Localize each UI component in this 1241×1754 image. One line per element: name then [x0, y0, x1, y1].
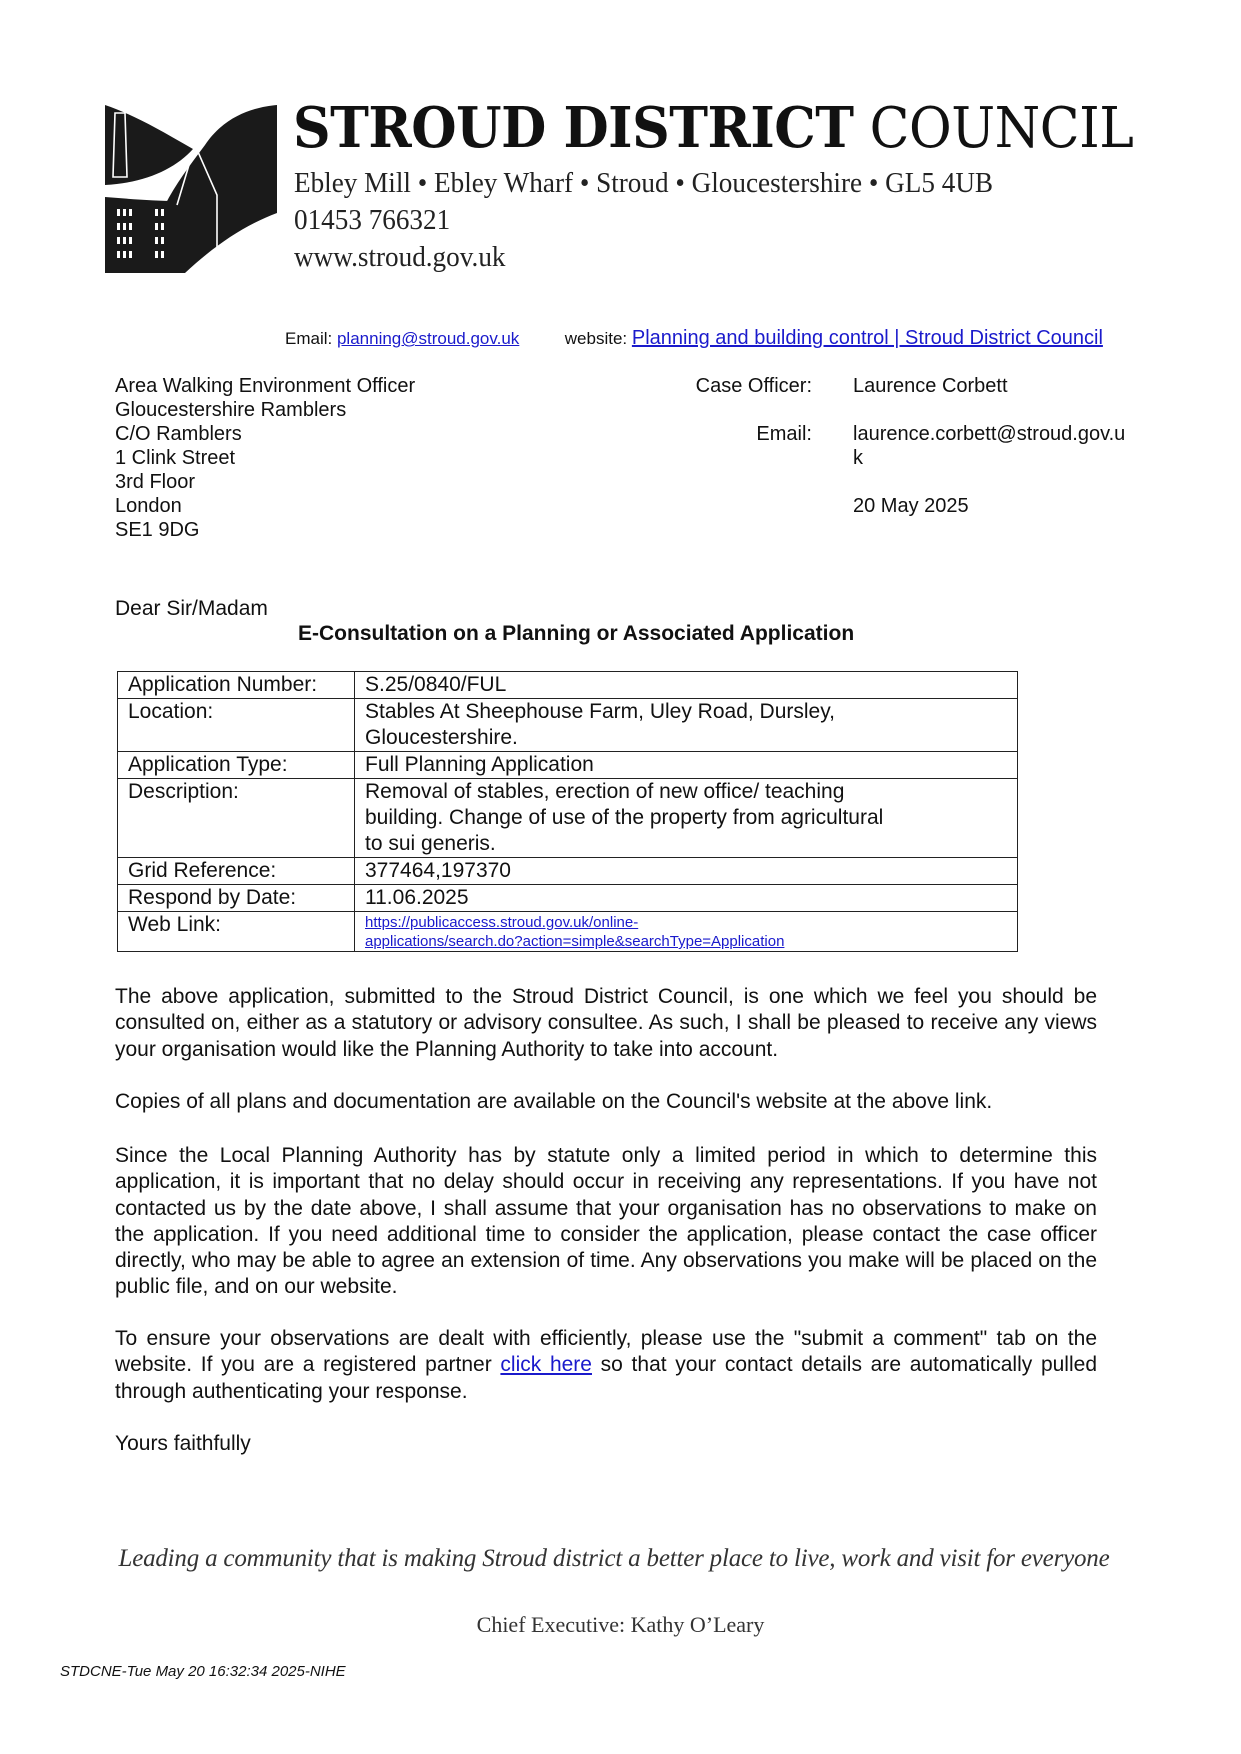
- recipient-line: Gloucestershire Ramblers: [115, 399, 347, 421]
- table-row: [118, 912, 1018, 952]
- body-paragraph-3: Since the Local Planning Authority has by statute only a limited period in which to determine this application, it is important that no delay should occur in receiving any representations. If you have not contacted us by the date above, I shall assume that your organisation has no observations to make on the application. If you need additional time to consider the application, please contact the case officer directly, who may be able to agree an extension of time. Any observations you make will be placed on the public file, and on our website.: [115, 1144, 1097, 1299]
- location-value: [355, 699, 1018, 752]
- respond-by-date: 11.06.2025: [355, 885, 1018, 912]
- row-label: Location:: [118, 699, 355, 752]
- recipient-line: 1 Clink Street: [115, 447, 236, 469]
- table-row: [118, 779, 1018, 858]
- chief-executive: Chief Executive: Kathy O’Leary: [476, 1612, 765, 1637]
- salutation: Dear Sir/Madam: [115, 597, 268, 620]
- org-phone: 01453 766321: [294, 205, 451, 236]
- letter-date: 20 May 2025: [853, 495, 969, 517]
- row-label: Application Number:: [118, 672, 355, 699]
- row-label: Description:: [118, 779, 355, 858]
- planning-email-link[interactable]: planning@stroud.gov.uk: [336, 329, 520, 348]
- row-label: Respond by Date:: [118, 885, 355, 912]
- table-row: [118, 752, 1018, 779]
- location-text: Stables At Sheephouse Farm, Uley Road, Dursley, Gloucestershire.: [365, 700, 836, 749]
- org-website: www.stroud.gov.uk: [294, 242, 506, 273]
- case-email-value-line1: laurence.corbett@stroud.gov.u: [853, 423, 1126, 445]
- web-link-cell: [355, 912, 1018, 952]
- click-here-link[interactable]: click here: [500, 1353, 592, 1377]
- org-name-light: COUNCIL: [869, 96, 1134, 161]
- contact-row: [285, 327, 1103, 350]
- grid-reference: 377464,197370: [355, 858, 1018, 885]
- case-email-label: Email:: [756, 423, 812, 445]
- email-label: Email:: [285, 329, 333, 348]
- application-details-table: [117, 671, 1018, 952]
- page-title: E-Consultation on a Planning or Associated Application: [298, 622, 855, 645]
- org-address: Ebley Mill • Ebley Wharf • Stroud • Gloucestershire • GL5 4UB: [294, 168, 994, 199]
- footer-tagline: Leading a community that is making Stroud district a better place to live, work and visit for everyone: [118, 1545, 1110, 1572]
- recipient-line: C/O Ramblers: [115, 423, 242, 445]
- row-label: Application Type:: [118, 752, 355, 779]
- table-row: [118, 699, 1018, 752]
- description-value: [355, 779, 1018, 858]
- recipient-line: Area Walking Environment Officer: [115, 375, 416, 397]
- recipient-line: London: [115, 495, 182, 517]
- body-paragraph-1: The above application, submitted to the Stroud District Council, is one which we feel you should be consulted on, either as a statutory or advisory consultee. As such, I shall be pleased to receive any views your organisation would like the Planning Authority to take into account.: [115, 985, 1097, 1061]
- recipient-line: SE1 9DG: [115, 519, 200, 541]
- org-name: [293, 96, 1133, 161]
- website-link[interactable]: Planning and building control | Stroud District Council: [631, 327, 1103, 349]
- web-link-line1[interactable]: https://publicaccess.stroud.gov.uk/online-: [365, 914, 639, 931]
- p4-text-before: To ensure your observations are dealt with efficiently, please use the "submit a comment" tab on the website. If you are a registered partner: [115, 1327, 1097, 1377]
- body-paragraph-2: Copies of all plans and documentation are available on the Council's website at the above link.: [115, 1090, 993, 1113]
- body-paragraph-4: [115, 1326, 1097, 1405]
- row-label: Grid Reference:: [118, 858, 355, 885]
- website-label: website:: [564, 329, 628, 348]
- table-row: [118, 885, 1018, 912]
- p4-text-after: so that your contact details are automatically pulled through authenticating your response.: [115, 1353, 1097, 1403]
- case-officer-value: Laurence Corbett: [853, 375, 1008, 397]
- row-label: Web Link:: [118, 912, 355, 952]
- case-email-value-line2: k: [853, 447, 863, 469]
- table-row: [118, 672, 1018, 699]
- web-link-line2[interactable]: applications/search.do?action=simple&searchType=Application: [365, 933, 785, 950]
- org-name-bold: STROUD DISTRICT: [293, 95, 854, 161]
- document-stamp: STDCNE-Tue May 20 16:32:34 2025-NIHE: [60, 1663, 346, 1680]
- description-text: Removal of stables, erection of new office/ teaching building. Change of use of the property from agricultural to sui generis.: [365, 780, 884, 855]
- recipient-line: 3rd Floor: [115, 471, 196, 493]
- application-type: Full Planning Application: [355, 752, 1018, 779]
- case-officer-label: Case Officer:: [695, 375, 812, 397]
- table-row: [118, 858, 1018, 885]
- ebley-mill-logo-icon: [105, 105, 277, 273]
- closing: Yours faithfully: [115, 1432, 251, 1455]
- application-number: S.25/0840/FUL: [355, 672, 1018, 699]
